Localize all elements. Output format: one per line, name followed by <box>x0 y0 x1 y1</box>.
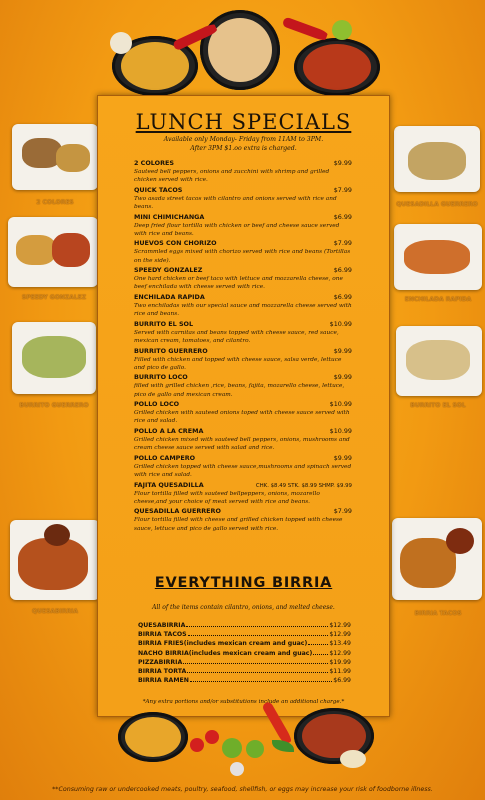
dot-leader <box>183 663 328 664</box>
lunch-item-name: BURRITO EL SOL <box>134 319 194 328</box>
photo-quesabirria <box>10 520 100 600</box>
lunch-item-name: QUESADILLA GUERRERO <box>134 507 221 516</box>
lunch-item-description: Two enchiladas with our special sauce and mozzarella cheese served with rice and beans. <box>134 302 352 318</box>
lime-image <box>222 738 242 758</box>
lunch-item-description: Grilled chicken topped with cheese sauce,mushrooms and spinach served with rice and salad. <box>134 463 352 478</box>
dot-leader <box>313 654 328 655</box>
lunch-item-description: Deep fried flour tortilla with chicken or beef and cheese sauce served with rice and beans. <box>134 222 340 237</box>
photo-label: ENCHILADA RAPIDA <box>404 296 472 303</box>
menu-panel <box>97 95 390 717</box>
birria-item-name: BIRRIA TACOS <box>138 631 187 639</box>
photo-label: BURRITO EL SOL <box>410 402 466 409</box>
extra-charge-note: *Any extra portions and/or substitutions include an additional charge.* <box>142 699 345 705</box>
photo-label: QUESADILLA GUERRERO <box>396 201 478 208</box>
dot-leader <box>186 626 328 627</box>
birria-item <box>138 668 351 677</box>
lunch-item <box>134 373 352 398</box>
garlic-image <box>110 32 132 54</box>
chili-powder-bowl-image <box>294 38 380 96</box>
birria-item-price: $12.99 <box>329 631 351 639</box>
photo-enchilada-rapida <box>394 224 482 290</box>
dot-leader <box>188 635 329 636</box>
photo-label: BURRITO GUERRERO <box>19 402 89 409</box>
birria-item-price: $11.99 <box>329 667 351 675</box>
photo-birria-tacos <box>392 518 482 600</box>
photo-quesadilla-guerrero <box>394 126 480 192</box>
lunch-item-price: $7.99 <box>333 507 352 516</box>
nut-bowl-image <box>200 10 280 90</box>
lunch-item <box>134 347 352 372</box>
lunch-item-price: $7.99 <box>333 239 352 248</box>
lunch-item-name: HUEVOS CON CHORIZO <box>134 239 217 248</box>
everything-birria-title: EVERYTHING BIRRIA <box>154 575 333 591</box>
lunch-item <box>134 239 352 264</box>
birria-item-name: BIRRIA FRIES(includes mexican cream and guac) <box>138 640 308 648</box>
photo-label: SPEEDY GONZALEZ <box>21 294 87 301</box>
lunch-item-price: $6.99 <box>333 212 352 221</box>
dot-leader <box>308 644 328 645</box>
garlic-image <box>340 750 366 768</box>
birria-item-name: NACHO BIRRIA(includes mexican cream and guac) <box>138 649 313 657</box>
lunch-item <box>134 213 352 238</box>
lunch-item-description: Scrammled eggs mixed with chorizo served with rice and beans (Tortillas on the side). <box>134 249 351 264</box>
birria-item <box>138 631 351 640</box>
lunch-item-price: $6.99 <box>333 292 352 301</box>
birria-item-name: QUESABIRRIA <box>138 622 186 629</box>
lunch-item <box>134 293 352 318</box>
lunch-item-name: BURRITO LOCO <box>134 373 188 382</box>
lunch-specials-title: LUNCH SPECIALS <box>135 110 352 134</box>
birria-item-name: BIRRIA TORTA <box>138 667 187 675</box>
lunch-item-description: Flour tortilla filled with cheese and grilled chicken topped with cheese sauce, lettuce and pico de gallo served with rice. <box>134 517 343 532</box>
lunch-item-name: POLLO A LA CREMA <box>134 426 204 435</box>
lunch-item-price: CHK. $8.49 STK. $8.99 SHMP. $9.99 <box>255 482 352 489</box>
photo-burrito-guerrero <box>12 322 96 394</box>
birria-item-name: BIRRIA RAMEN <box>138 677 189 685</box>
radish-image <box>230 762 244 776</box>
lunch-item-description: Sauteed bell peppers, onions and zucchini with shrimp and grilled chicken served with rice. <box>134 169 330 184</box>
lunch-item-name: BURRITO GUERRERO <box>134 346 208 355</box>
lunch-item-name: QUICK TACOS <box>134 185 183 194</box>
lunch-hours-note: Available only Monday- Friday from 11AM to 3PM. <box>163 136 324 143</box>
birria-item-price: $13.49 <box>329 640 351 648</box>
lunch-item <box>134 159 352 184</box>
lunch-item-description: Two asada street tacos with cilantro and onions served with rice and beans. <box>134 195 337 210</box>
lunch-item-price: $9.99 <box>333 373 352 382</box>
lime-image <box>332 20 352 40</box>
lunch-item-name: 2 COLORES <box>134 159 174 167</box>
photo-label: 2 COLORES <box>36 199 74 206</box>
photo-speedy-gonzalez <box>8 217 98 287</box>
lunch-item-price: $9.99 <box>333 346 352 355</box>
lunch-item-name: ENCHILADA RAPIDA <box>134 292 205 301</box>
lunch-item-price: $9.99 <box>333 159 352 167</box>
lunch-item-name: SPEEDY GONZALEZ <box>134 266 203 275</box>
photo-label: QUESABIRRIA <box>32 608 78 615</box>
lunch-item <box>134 427 352 452</box>
lunch-item <box>134 320 352 345</box>
lunch-item <box>134 186 352 211</box>
dot-leader <box>190 681 332 682</box>
lime-image <box>246 740 264 758</box>
birria-items-list <box>138 622 351 686</box>
lunch-item-price: $6.99 <box>333 266 352 275</box>
birria-item <box>138 640 351 649</box>
lunch-item-description: Filled with chicken and topped with cheese sauce, salsa verde, lettuce and pico de gallo. <box>134 356 342 371</box>
cilantro-image <box>272 740 294 752</box>
lunch-item <box>134 507 352 532</box>
lunch-item-description: Served with carnitas and beans topped with cheese sauce, red sauce, mexican cream, tomatoes, and cilantro. <box>134 329 339 344</box>
birria-item <box>138 659 351 668</box>
lunch-item-price: $10.99 <box>329 400 352 409</box>
birria-item <box>138 622 351 631</box>
lunch-extra-charge-note: After 3PM $1.oo extra is charged. <box>190 145 297 152</box>
lunch-item-name: FAJITA QUESADILLA <box>134 480 204 489</box>
photo-2-colores <box>12 124 98 190</box>
birria-note: All of the items contain cilantro, onions, and melted cheese. <box>152 604 335 611</box>
dot-leader <box>187 672 328 673</box>
lunch-item-description: Flour tortilla filled with sauteed bellpeppers, onions, mozarello cheese,and your choice of meat served with rice and beans. <box>134 490 320 505</box>
chili-pepper-image <box>282 16 329 41</box>
photo-burrito-el-sol <box>396 326 482 396</box>
lunch-item-description: filled with grilled chicken ,rice, beans, fajita, mozarello cheese, lettuce, pico de gallo and mexican cream. <box>134 383 345 398</box>
birria-item-name: PIZZABIRRIA <box>138 658 183 666</box>
lunch-item <box>134 481 352 506</box>
lunch-item-name: POLLO CAMPERO <box>134 453 196 462</box>
birria-item-price: $19.99 <box>329 658 351 666</box>
birria-item-price: $12.99 <box>329 622 351 629</box>
lunch-item-description: Grilled chicken with sauteed onions toped with cheese sauce served with rice and salad. <box>134 410 350 425</box>
lunch-item-name: POLLO LOCO <box>134 400 180 409</box>
lunch-item-name: MINI CHIMICHANGA <box>134 212 205 221</box>
lunch-item-description: Grilled chicken mixed with sauteed bell peppers, onions, mushrooms and cream cheese sauce served with salad and rice. <box>134 436 350 452</box>
birria-item <box>138 677 351 686</box>
lunch-items-list <box>134 159 352 534</box>
photo-label: BIRRIA TACOS <box>414 610 462 617</box>
lunch-item-price: $10.99 <box>329 426 352 435</box>
lunch-item-price: $10.99 <box>329 319 352 328</box>
birria-item <box>138 650 351 659</box>
rice-bowl-image <box>118 712 188 762</box>
tomato-image <box>205 730 219 744</box>
lunch-item <box>134 400 352 425</box>
lunch-item <box>134 266 352 291</box>
lunch-item-price: $9.99 <box>333 453 352 462</box>
lunch-item <box>134 454 352 479</box>
lunch-item-description: One hard chicken or beef taco with lettuce and mozzarella cheese, one beef enchilada with cheese served with rice. <box>134 276 343 291</box>
birria-item-price: $12.99 <box>329 649 351 657</box>
birria-item-price: $6.99 <box>333 677 351 685</box>
food-safety-disclaimer: **Consuming raw or undercooked meats, poultry, seafood, shellfish, or eggs may increase your risk of foodborne illness. <box>52 786 433 793</box>
lunch-item-price: $7.99 <box>333 185 352 194</box>
tomato-image <box>190 738 204 752</box>
